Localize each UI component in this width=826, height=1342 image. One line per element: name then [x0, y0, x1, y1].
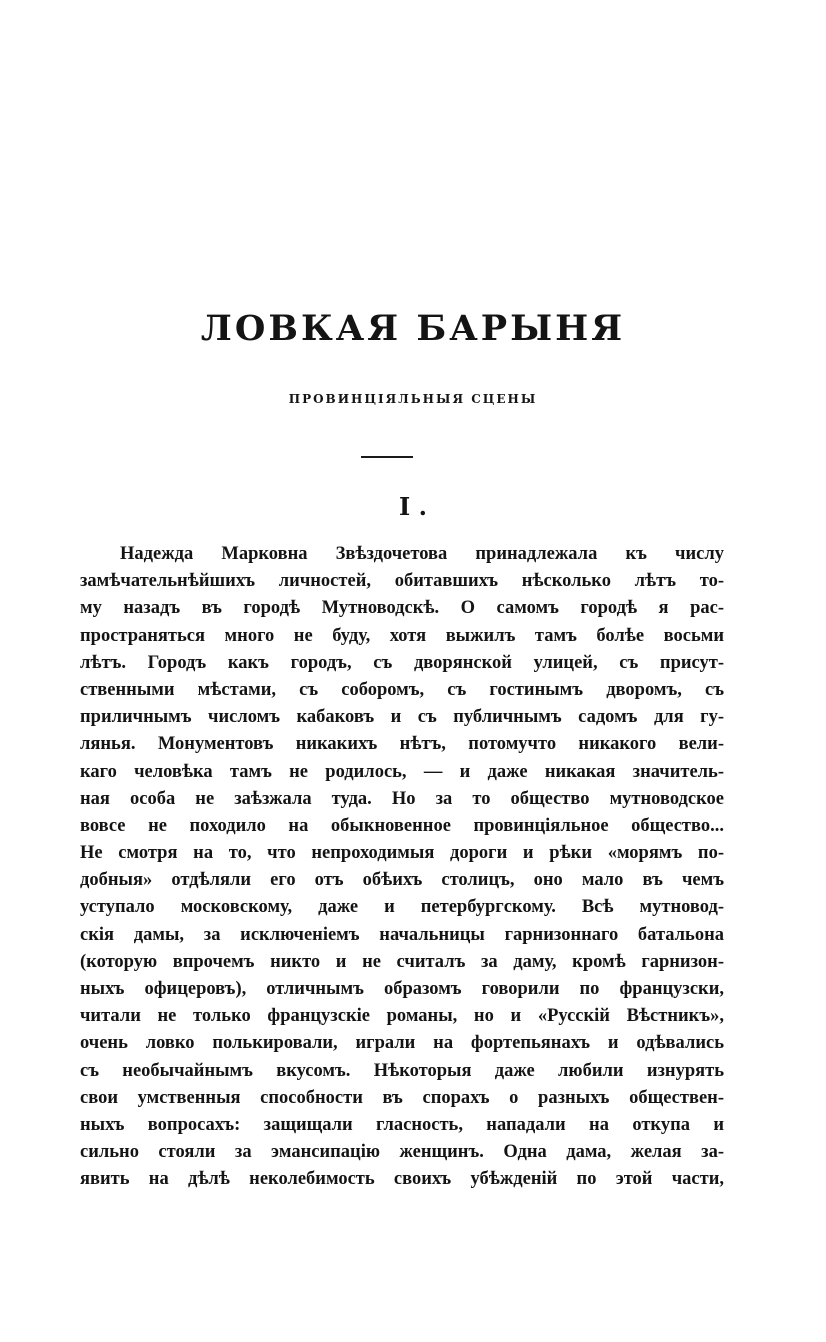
- story-title: ЛОВКАЯ БАРЫНЯ: [200, 308, 626, 349]
- text-line: вовсе не походило на обыкновенное провинціяльное общество...: [80, 815, 724, 836]
- chapter-number: I .: [399, 492, 427, 521]
- text-line: явить на дѣлѣ неколебимость своихъ убѣжденій по этой части,: [80, 1169, 724, 1190]
- text-line: замѣчательнѣйшихъ личностей, обитавшихъ нѣсколько лѣтъ то-: [80, 571, 724, 592]
- text-line: свои умственныя способности въ спорахъ о разныхъ обществен-: [80, 1087, 724, 1108]
- text-line: (которую впрочемъ никто и не считалъ за даму, кромѣ гарнизон-: [80, 951, 724, 972]
- text-line: уступало московскому, даже и петербургскому. Всѣ мутновод-: [80, 897, 724, 918]
- text-line: Не смотря на то, что непроходимыя дороги и рѣки «морямъ по-: [80, 843, 724, 864]
- text-line: каго человѣка тамъ не родилось, — и даже никакая значитель-: [80, 761, 724, 782]
- story-subtitle: ПРОВИНЦІЯЛЬНЫЯ СЦЕНЫ: [288, 392, 538, 406]
- text-line: съ необычайнымъ вкусомъ. Нѣкоторыя даже любили изнурять: [80, 1060, 724, 1081]
- text-line: приличнымъ числомъ кабаковъ и съ публичнымъ садомъ для гу-: [80, 707, 724, 728]
- text-line: ная особа не заѣзжала туда. Но за то общество мутноводское: [80, 788, 724, 809]
- text-line: ственными мѣстами, съ соборомъ, съ гостинымъ дворомъ, съ: [80, 679, 724, 700]
- text-line: Надежда Марковна Звѣздочетова принадлежала къ числу: [120, 544, 724, 564]
- text-line: читали не только французскіе романы, но и «Русскій Вѣстникъ»,: [80, 1006, 724, 1027]
- text-line: му назадъ въ городѣ Мутноводскѣ. О самомъ городѣ я рас-: [80, 598, 724, 619]
- text-line: ныхъ вопросахъ: защищали гласность, нападали на откупа и: [80, 1114, 724, 1135]
- section-divider: [361, 456, 413, 458]
- text-line: очень ловко полькировали, играли на фортепьянахъ и одѣвались: [80, 1033, 724, 1054]
- text-line: пространяться много не буду, хотя выжилъ тамъ болѣе восьми: [80, 625, 724, 646]
- text-line: лянья. Монументовъ никакихъ нѣтъ, потомучто никакого вели-: [80, 734, 724, 755]
- text-line: скія дамы, за исключеніемъ начальницы гарнизоннаго батальона: [80, 924, 724, 945]
- text-line: сильно стояли за эмансипацію женщинъ. Одна дама, желая за-: [80, 1142, 724, 1163]
- text-line: лѣтъ. Городъ какъ городъ, съ дворянской улицей, съ присут-: [80, 652, 724, 673]
- body-paragraph: [80, 541, 724, 1194]
- text-line: добныя» отдѣляли его отъ обѣихъ столицъ, оно мало въ чемъ: [80, 870, 724, 891]
- text-line: ныхъ офицеровъ), отличнымъ образомъ говорили по французски,: [80, 979, 724, 999]
